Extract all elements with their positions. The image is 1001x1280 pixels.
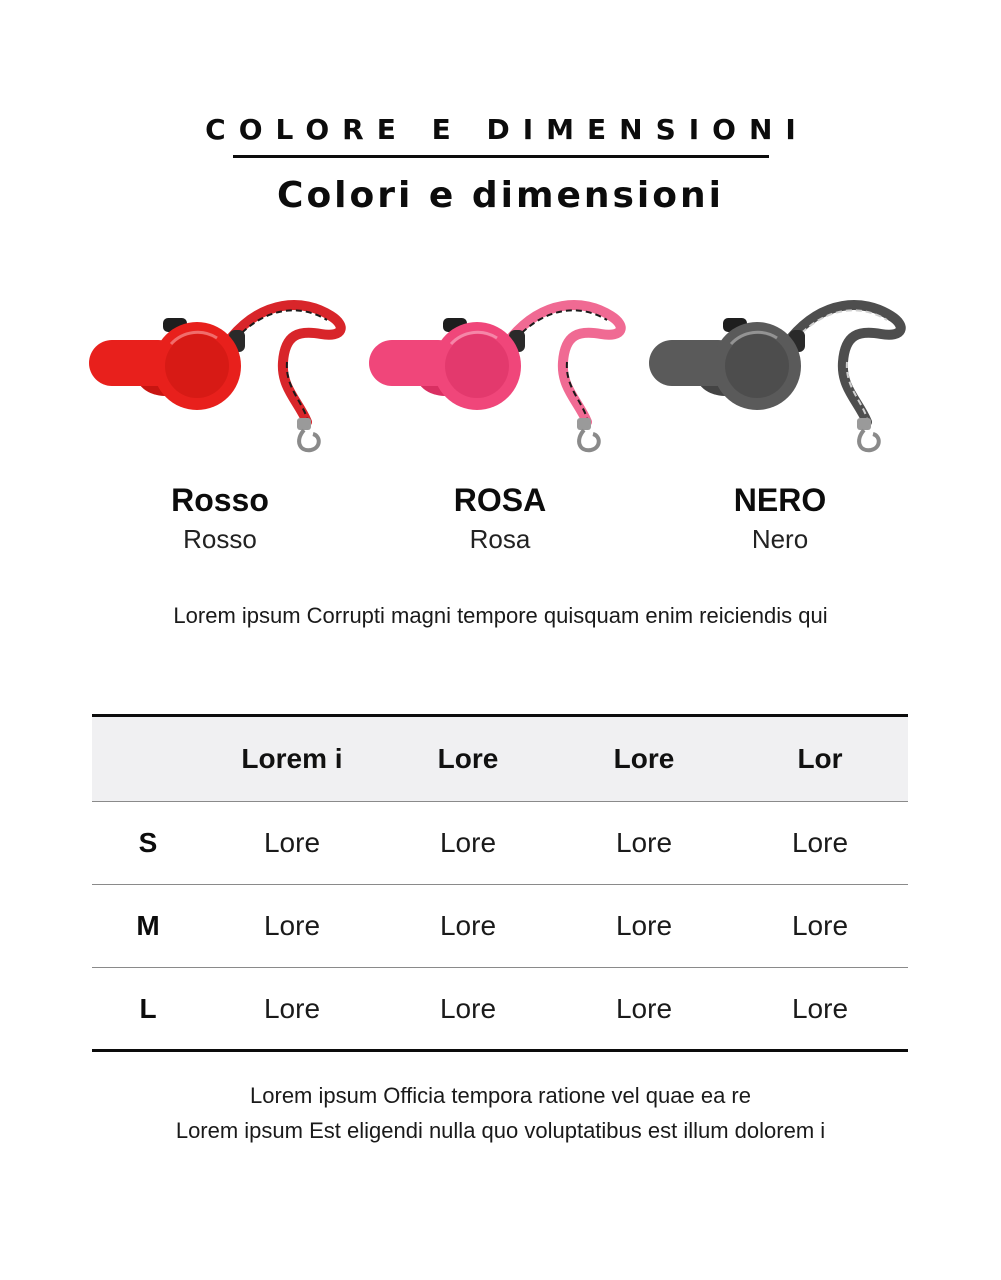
table-cell: Lore bbox=[380, 968, 556, 1051]
footnote-line: Lorem ipsum Officia tempora ratione vel quae ea re bbox=[250, 1083, 751, 1108]
table-cell: Lore bbox=[615, 827, 673, 858]
table-cell: Lore bbox=[204, 968, 380, 1051]
color-name: Rosso bbox=[171, 482, 269, 518]
retractable-leash-icon bbox=[365, 290, 635, 460]
kicker-underline bbox=[233, 155, 769, 158]
color-subtitle: Nero bbox=[751, 524, 809, 554]
color-swatch-nero[interactable] bbox=[640, 290, 920, 556]
table-cell: Lore bbox=[263, 827, 321, 858]
color-name: NERO bbox=[733, 482, 827, 518]
size-table bbox=[92, 714, 908, 1052]
table-cell: Lore bbox=[556, 885, 732, 968]
column-header: Lore bbox=[380, 716, 556, 802]
column-header: Lorem i bbox=[204, 716, 380, 802]
color-swatch-rosa[interactable] bbox=[360, 290, 640, 556]
column-header: Lore bbox=[556, 716, 732, 802]
table-cell: Lore bbox=[204, 885, 380, 968]
section-header bbox=[0, 110, 1001, 220]
retractable-leash-icon bbox=[85, 290, 355, 460]
table-cell: Lore bbox=[439, 827, 497, 858]
intro-text: Lorem ipsum Corrupti magni tempore quisquam enim reiciendis qui bbox=[173, 603, 828, 628]
size-label: L bbox=[92, 968, 204, 1051]
table-cell: Lore bbox=[380, 885, 556, 968]
table-cell: Lore bbox=[732, 968, 908, 1051]
table-cell: Lore bbox=[732, 885, 908, 968]
footnote-line: Lorem ipsum Est eligendi nulla quo voluptatibus est illum dolorem i bbox=[175, 1118, 826, 1143]
section-kicker: COLORE E DIMENSIONI bbox=[205, 113, 809, 146]
color-name: ROSA bbox=[453, 482, 547, 518]
column-header: Lor bbox=[732, 716, 908, 802]
color-swatches bbox=[80, 290, 920, 556]
size-label: S bbox=[138, 827, 158, 858]
retractable-leash-icon bbox=[645, 290, 915, 460]
table-header-row bbox=[92, 716, 908, 802]
color-subtitle: Rosso bbox=[183, 524, 257, 554]
column-header bbox=[92, 716, 204, 802]
table-row bbox=[92, 885, 908, 968]
footnotes bbox=[0, 1078, 1001, 1148]
page-title: Colori e dimensioni bbox=[277, 175, 724, 216]
table-row bbox=[92, 968, 908, 1051]
size-label: M bbox=[92, 885, 204, 968]
color-subtitle: Rosa bbox=[469, 524, 531, 554]
table-cell: Lore bbox=[791, 827, 849, 858]
table-row bbox=[92, 802, 908, 885]
table-cell: Lore bbox=[556, 968, 732, 1051]
color-swatch-rosso[interactable] bbox=[80, 290, 360, 556]
